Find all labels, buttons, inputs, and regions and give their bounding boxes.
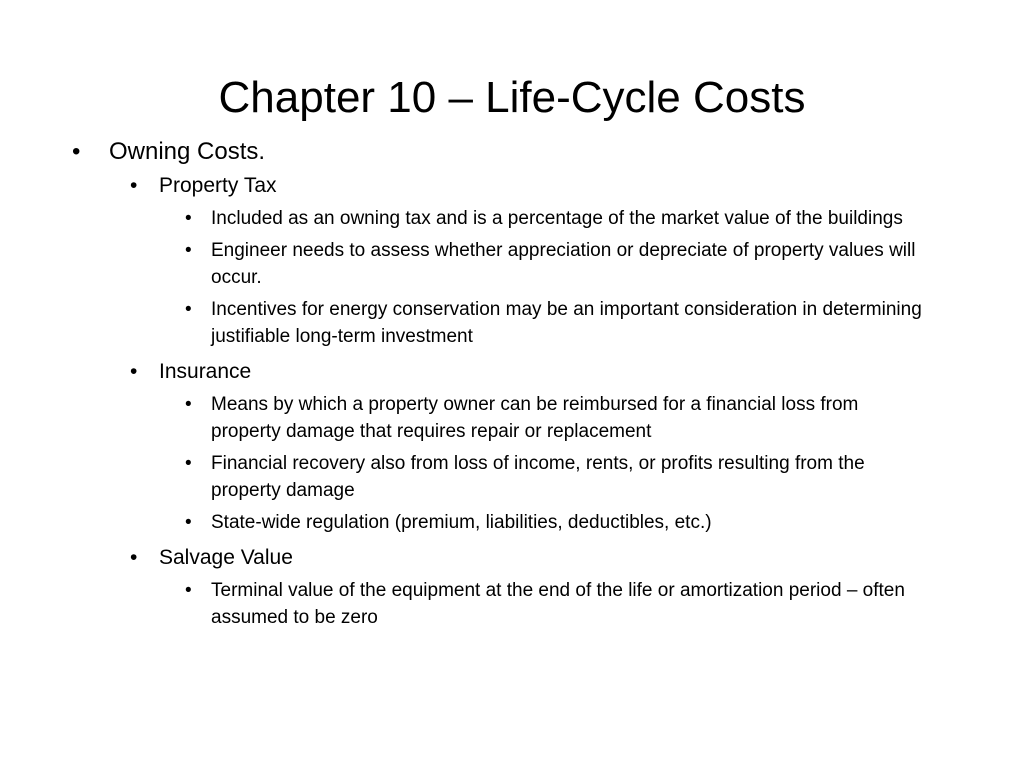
bullet-dot: • bbox=[185, 208, 192, 229]
slide-title: Chapter 10 – Life-Cycle Costs bbox=[218, 73, 806, 122]
sub-bullet bbox=[185, 577, 931, 631]
section-heading: Insurance bbox=[159, 360, 252, 383]
slide-content bbox=[72, 136, 952, 631]
bullet-dot: • bbox=[185, 240, 192, 261]
sub-bullet bbox=[185, 296, 931, 350]
sub-bullet-text: State-wide regulation (premium, liabilities, deductibles, etc.) bbox=[211, 512, 712, 533]
sub-bullet-text: Terminal value of the equipment at the end of the life or amortization period – often assumed to be zero bbox=[211, 580, 905, 628]
sub-bullet bbox=[185, 391, 931, 445]
sub-bullet-text: Included as an owning tax and is a percentage of the market value of the buildings bbox=[211, 208, 903, 229]
sub-bullet-text: Means by which a property owner can be reimbursed for a financial loss from property damage that requires repair or replacement bbox=[211, 394, 859, 442]
bullet-insurance bbox=[130, 357, 952, 387]
sub-bullet-text: Engineer needs to assess whether appreciation or depreciate of property values will occur. bbox=[211, 240, 916, 288]
sub-bullet bbox=[185, 509, 931, 536]
bullet-dot: • bbox=[130, 546, 138, 569]
bullet-dot: • bbox=[72, 138, 81, 165]
sub-bullet bbox=[185, 205, 931, 232]
section-heading: Salvage Value bbox=[159, 546, 293, 569]
sub-bullet-text: Incentives for energy conservation may be an important consideration in determining justifiable long-term investment bbox=[211, 299, 922, 347]
section-heading: Property Tax bbox=[159, 174, 277, 197]
bullet-dot: • bbox=[185, 394, 192, 415]
bullet-dot: • bbox=[185, 580, 192, 601]
sub-bullet-text: Financial recovery also from loss of income, rents, or profits resulting from the property damage bbox=[211, 453, 865, 501]
bullet-dot: • bbox=[130, 174, 138, 197]
bullet-dot: • bbox=[185, 299, 192, 320]
sub-bullet bbox=[185, 450, 931, 504]
bullet-salvage-value bbox=[130, 543, 952, 573]
bullet-text: Owning Costs. bbox=[109, 138, 266, 165]
bullet-owning-costs bbox=[72, 136, 952, 168]
bullet-dot: • bbox=[185, 512, 192, 533]
bullet-dot: • bbox=[185, 453, 192, 474]
sub-bullet bbox=[185, 237, 931, 291]
bullet-property-tax bbox=[130, 171, 952, 201]
bullet-dot: • bbox=[130, 360, 138, 383]
